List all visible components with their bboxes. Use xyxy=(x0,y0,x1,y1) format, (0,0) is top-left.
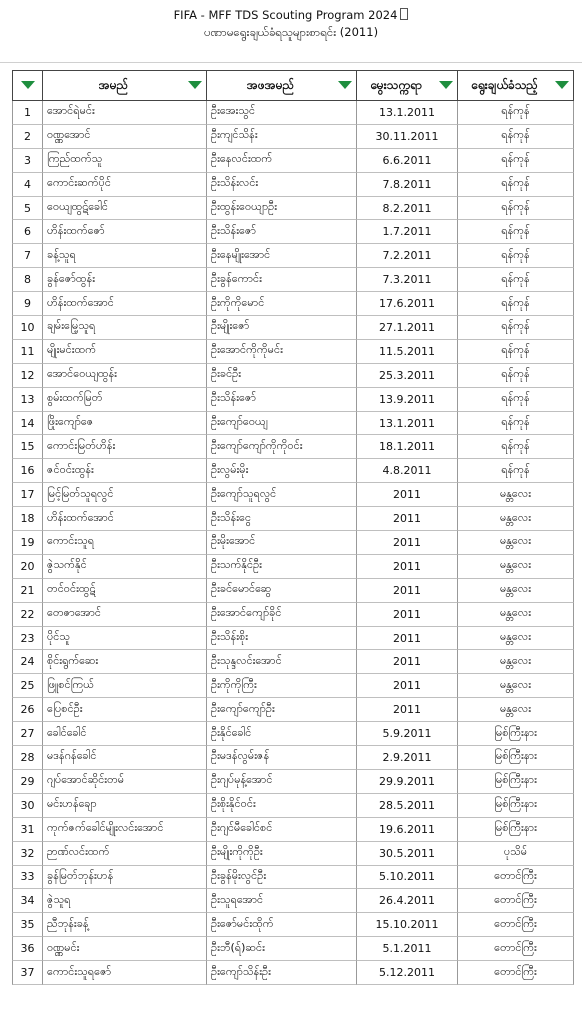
cell-region[interactable]: ရန်ကုန် xyxy=(457,388,574,412)
cell-number[interactable]: 11 xyxy=(12,340,42,364)
cell-dob[interactable]: 5.1.2011 xyxy=(356,937,457,961)
cell-name[interactable]: ညီဘုန်းခန့် xyxy=(42,913,206,937)
cell-dob[interactable]: 2011 xyxy=(356,579,457,603)
cell-dob[interactable]: 2011 xyxy=(356,603,457,627)
cell-region[interactable]: ရန်ကုန် xyxy=(457,220,574,244)
cell-father-name[interactable]: ဦးဇော်မင်းထိုက် xyxy=(206,913,356,937)
table-row xyxy=(12,412,574,436)
cell-number[interactable]: 15 xyxy=(12,435,42,459)
table-body xyxy=(12,101,574,985)
cell-name[interactable]: ဇွဲသက်နိုင် xyxy=(42,555,206,579)
cell-name[interactable]: တင်ဝင်းထွဋ် xyxy=(42,579,206,603)
table-row xyxy=(12,794,574,818)
cell-region[interactable]: တောင်ကြီး xyxy=(457,937,574,961)
cell-region[interactable]: မန္တလေး xyxy=(457,507,574,531)
table-row xyxy=(12,268,574,292)
cell-father-name[interactable]: ဦးကျော်ဝေယျ xyxy=(206,412,356,436)
header-number[interactable] xyxy=(12,70,42,101)
table-row xyxy=(12,722,574,746)
cell-father-name[interactable]: ဦးသုန္ဒလင်းအောင် xyxy=(206,650,356,674)
cell-name[interactable]: ကြည်ထက်သူ xyxy=(42,149,206,173)
cell-dob[interactable]: 2011 xyxy=(356,627,457,651)
cell-number[interactable]: 21 xyxy=(12,579,42,603)
cell-name[interactable]: မဒန်ဂန်ခေါင် xyxy=(42,746,206,770)
cell-number[interactable]: 32 xyxy=(12,842,42,866)
cell-name[interactable]: မင်းဟန်ချော xyxy=(42,794,206,818)
cell-region[interactable]: ရန်ကုန် xyxy=(457,125,574,149)
cell-name[interactable]: ဂျပ်အောင်ဆိုင်းတမ် xyxy=(42,770,206,794)
cell-father-name[interactable]: ဦးဂျင်မီခေါင်စင် xyxy=(206,818,356,842)
table-row xyxy=(12,842,574,866)
cell-name[interactable]: ဖြိုးကျော်ဇေ xyxy=(42,412,206,436)
filter-dropdown-icon[interactable] xyxy=(188,81,202,89)
cell-name[interactable]: ချမ်းမြေ့သူရ xyxy=(42,316,206,340)
cell-name[interactable]: ဖြူစင်ကြယ် xyxy=(42,674,206,698)
cell-name[interactable]: ပြေစင်ဦး xyxy=(42,698,206,722)
cell-name[interactable]: ကောင်းသူရဇော် xyxy=(42,961,206,985)
cell-region[interactable]: မြစ်ကြီးနား xyxy=(457,794,574,818)
cell-name[interactable]: ပိုင်သူ xyxy=(42,627,206,651)
cell-dob[interactable]: 2011 xyxy=(356,698,457,722)
cell-dob[interactable]: 13.1.2011 xyxy=(356,412,457,436)
cell-father-name[interactable]: ဦးသိန်းလင်း xyxy=(206,173,356,197)
cell-father-name[interactable]: ဦးသိန်းဇော် xyxy=(206,220,356,244)
cell-name[interactable]: ဝဏ္ဏအောင် xyxy=(42,125,206,149)
cell-number[interactable]: 23 xyxy=(12,627,42,651)
cell-father-name[interactable]: ဦးမိုးအောင် xyxy=(206,531,356,555)
cell-name[interactable]: ကောင်းသူရ xyxy=(42,531,206,555)
header-dob[interactable] xyxy=(356,70,457,101)
cell-dob[interactable]: 2.9.2011 xyxy=(356,746,457,770)
cell-dob[interactable]: 4.8.2011 xyxy=(356,459,457,483)
table-row xyxy=(12,937,574,961)
cell-dob[interactable]: 13.9.2011 xyxy=(356,388,457,412)
cell-father-name[interactable]: ဦးအေးသွင် xyxy=(206,101,356,125)
cell-father-name[interactable]: ဦးကျော်ကျော်ဦး xyxy=(206,698,356,722)
cell-father-name[interactable]: ဦးစိုးနိုင်ဝင်း xyxy=(206,794,356,818)
cell-dob[interactable]: 5.12.2011 xyxy=(356,961,457,985)
cell-name[interactable]: ဝေယျထွဋ်ခေါင် xyxy=(42,197,206,221)
cell-name[interactable]: ကောင်းမြတ်ဟိန်း xyxy=(42,435,206,459)
cell-dob[interactable]: 2011 xyxy=(356,507,457,531)
cell-dob[interactable]: 26.4.2011 xyxy=(356,889,457,913)
cell-father-name[interactable]: ဦးအောင်ကျော်ခိုင် xyxy=(206,603,356,627)
cell-father-name[interactable]: ဦးမျိုးကိုကိုဦး xyxy=(206,842,356,866)
cell-name[interactable]: ဟိန်းထက်ဇော် xyxy=(42,220,206,244)
cell-region[interactable]: မြစ်ကြီးနား xyxy=(457,722,574,746)
cell-number[interactable]: 1 xyxy=(12,101,42,125)
cell-region[interactable]: မန္တလေး xyxy=(457,603,574,627)
cell-dob[interactable]: 7.3.2011 xyxy=(356,268,457,292)
table-row xyxy=(12,173,574,197)
cell-number[interactable]: 28 xyxy=(12,746,42,770)
cell-dob[interactable]: 2011 xyxy=(356,483,457,507)
cell-father-name[interactable]: ဦးခင်မောင်ဆွေ xyxy=(206,579,356,603)
cell-region[interactable]: ရန်ကုန် xyxy=(457,412,574,436)
table-row xyxy=(12,961,574,985)
table-row xyxy=(12,220,574,244)
cell-number[interactable]: 37 xyxy=(12,961,42,985)
table-header-row xyxy=(12,70,574,101)
cell-number[interactable]: 17 xyxy=(12,483,42,507)
cell-dob[interactable]: 2011 xyxy=(356,555,457,579)
cell-number[interactable]: 12 xyxy=(12,364,42,388)
cell-father-name[interactable]: ဦးမဒန်လွမ်းဇန် xyxy=(206,746,356,770)
cell-number[interactable]: 7 xyxy=(12,244,42,268)
cell-dob[interactable]: 28.5.2011 xyxy=(356,794,457,818)
cell-father-name[interactable]: ဦးကိုကိုကြီး xyxy=(206,674,356,698)
table-row xyxy=(12,603,574,627)
cell-name[interactable]: စိုင်းရွက်ဆေး xyxy=(42,650,206,674)
cell-region[interactable]: မန္တလေး xyxy=(457,579,574,603)
cell-dob[interactable]: 17.6.2011 xyxy=(356,292,457,316)
cell-number[interactable]: 27 xyxy=(12,722,42,746)
cell-father-name[interactable]: ဦးခွန်မိုးလွင်ဦး xyxy=(206,866,356,890)
cell-father-name[interactable]: ဦးကျင်သိန်း xyxy=(206,125,356,149)
table-row xyxy=(12,913,574,937)
cell-region[interactable]: မန္တလေး xyxy=(457,650,574,674)
cell-father-name[interactable]: ဦးအောင်ကိုကိုမင်း xyxy=(206,340,356,364)
table-row xyxy=(12,483,574,507)
cell-name[interactable]: ဟိန်းထက်အောင် xyxy=(42,292,206,316)
cell-father-name[interactable]: ဦးသက်နိုင်ဦး xyxy=(206,555,356,579)
cell-name[interactable]: အောင်ရဲမင်း xyxy=(42,101,206,125)
cell-dob[interactable]: 29.9.2011 xyxy=(356,770,457,794)
header-region-label: ရွေးချယ်ခံသည့် xyxy=(471,77,538,92)
table-row xyxy=(12,555,574,579)
header-name[interactable] xyxy=(42,70,206,101)
cell-region[interactable]: ရန်ကုန် xyxy=(457,316,574,340)
cell-name[interactable]: စွမ်းထက်မြတ် xyxy=(42,388,206,412)
cell-dob[interactable]: 19.6.2011 xyxy=(356,818,457,842)
cell-region[interactable]: ရန်ကုန် xyxy=(457,268,574,292)
cell-name[interactable]: ဉာဏ်လင်းထက် xyxy=(42,842,206,866)
table-row xyxy=(12,650,574,674)
cell-region[interactable]: တောင်ကြီး xyxy=(457,866,574,890)
cell-dob[interactable]: 30.11.2011 xyxy=(356,125,457,149)
cell-father-name[interactable]: ဦးသူရအောင် xyxy=(206,889,356,913)
cell-dob[interactable]: 15.10.2011 xyxy=(356,913,457,937)
cell-number[interactable]: 26 xyxy=(12,698,42,722)
cell-dob[interactable]: 2011 xyxy=(356,674,457,698)
cell-region[interactable]: မန္တလေး xyxy=(457,698,574,722)
cell-region[interactable]: ရန်ကုန် xyxy=(457,244,574,268)
cell-number[interactable]: 2 xyxy=(12,125,42,149)
cell-name[interactable]: အောင်ဝေယျထွန်း xyxy=(42,364,206,388)
cell-name[interactable]: ခွန်မြတ်ဘုန်းဟန် xyxy=(42,866,206,890)
table-row xyxy=(12,698,574,722)
cell-number[interactable]: 25 xyxy=(12,674,42,698)
cell-number[interactable]: 31 xyxy=(12,818,42,842)
cell-region[interactable]: မြစ်ကြီးနား xyxy=(457,818,574,842)
cell-name[interactable]: ဝဏ္ဏမင်း xyxy=(42,937,206,961)
cell-dob[interactable]: 2011 xyxy=(356,650,457,674)
cell-dob[interactable]: 2011 xyxy=(356,531,457,555)
table-row xyxy=(12,889,574,913)
cell-region[interactable]: မန္တလေး xyxy=(457,627,574,651)
table-row xyxy=(12,579,574,603)
sheet-subtitle: ပဏာမရွေးချယ်ခံရသူများစာရင်း (2011) xyxy=(203,25,379,39)
cell-region[interactable]: မန္တလေး xyxy=(457,555,574,579)
cell-number[interactable]: 20 xyxy=(12,555,42,579)
cell-father-name[interactable]: ဦးနေမျိုးအောင် xyxy=(206,244,356,268)
cell-dob[interactable]: 27.1.2011 xyxy=(356,316,457,340)
table-row xyxy=(12,316,574,340)
header-region[interactable] xyxy=(457,70,574,101)
cell-father-name[interactable]: ဦးသိန်းစိုး xyxy=(206,627,356,651)
cell-number[interactable]: 5 xyxy=(12,197,42,221)
filter-dropdown-icon[interactable] xyxy=(338,81,352,89)
cell-region[interactable]: ရန်ကုန် xyxy=(457,435,574,459)
header-father-name[interactable] xyxy=(206,70,356,101)
table-row xyxy=(12,197,574,221)
cell-father-name[interactable]: ဦးထွန်းဝေယျာဦး xyxy=(206,197,356,221)
cell-father-name[interactable]: ဦးနေလင်းထက် xyxy=(206,149,356,173)
cell-father-name[interactable]: ဦးမျိုးဇော် xyxy=(206,316,356,340)
cell-name[interactable]: ကုက်ဇက်ခေါင်မျိုးလင်းအောင် xyxy=(42,818,206,842)
cell-father-name[interactable]: ဦးဂျပ်မုန့်အောင် xyxy=(206,770,356,794)
cell-dob[interactable]: 7.8.2011 xyxy=(356,173,457,197)
cell-father-name[interactable]: ဦးလွမ်းမိုး xyxy=(206,459,356,483)
cell-dob[interactable]: 5.9.2011 xyxy=(356,722,457,746)
table-row xyxy=(12,627,574,651)
cell-region[interactable]: ပုသိမ် xyxy=(457,842,574,866)
cell-number[interactable]: 29 xyxy=(12,770,42,794)
table-row xyxy=(12,340,574,364)
cell-region[interactable]: ရန်ကုန် xyxy=(457,292,574,316)
filter-dropdown-icon[interactable] xyxy=(21,81,35,89)
cell-father-name[interactable]: ဦးကျော်သိန်းဦး xyxy=(206,961,356,985)
cell-name[interactable]: ခေါင်ခေါင် xyxy=(42,722,206,746)
cell-father-name[interactable]: ဦးကျော်ကျော်ကိုကိုဝင်း xyxy=(206,435,356,459)
cell-region[interactable]: တောင်ကြီး xyxy=(457,961,574,985)
cell-number[interactable]: 33 xyxy=(12,866,42,890)
cell-dob[interactable]: 1.7.2011 xyxy=(356,220,457,244)
cell-number[interactable]: 14 xyxy=(12,412,42,436)
table-row xyxy=(12,292,574,316)
table-row xyxy=(12,507,574,531)
cell-name[interactable]: ဇွဲသူရ xyxy=(42,889,206,913)
cell-number[interactable]: 24 xyxy=(12,650,42,674)
cell-father-name[interactable]: ဦးကျော်သူရလွင် xyxy=(206,483,356,507)
table-row xyxy=(12,674,574,698)
cell-dob[interactable]: 5.10.2011 xyxy=(356,866,457,890)
cell-father-name[interactable]: ဦးဘီ(ရ်)ဆင်း xyxy=(206,937,356,961)
cell-dob[interactable]: 25.3.2011 xyxy=(356,364,457,388)
table-row xyxy=(12,125,574,149)
table-row xyxy=(12,746,574,770)
cell-number[interactable]: 22 xyxy=(12,603,42,627)
table-row xyxy=(12,364,574,388)
cell-region[interactable]: မြစ်ကြီးနား xyxy=(457,746,574,770)
table-row xyxy=(12,388,574,412)
cell-dob[interactable]: 30.5.2011 xyxy=(356,842,457,866)
cell-number[interactable]: 4 xyxy=(12,173,42,197)
cell-number[interactable]: 16 xyxy=(12,459,42,483)
cell-number[interactable]: 6 xyxy=(12,220,42,244)
header-father-label: အဖအမည် xyxy=(246,77,295,92)
table-row xyxy=(12,101,574,125)
cell-name[interactable]: မြင့်မြတ်သူရလွင် xyxy=(42,483,206,507)
cell-name[interactable]: မျိုးမင်းထက် xyxy=(42,340,206,364)
sheet-title-area xyxy=(0,0,582,63)
table-row xyxy=(12,818,574,842)
cell-father-name[interactable]: ဦးခင်ဦး xyxy=(206,364,356,388)
cell-region[interactable]: ရန်ကုန် xyxy=(457,340,574,364)
cell-region[interactable]: ရန်ကုန် xyxy=(457,197,574,221)
filter-dropdown-icon[interactable] xyxy=(439,81,453,89)
header-name-label: အမည် xyxy=(98,77,129,92)
cell-region[interactable]: တောင်ကြီး xyxy=(457,889,574,913)
cell-name[interactable]: ဟိန်းထက်အောင် xyxy=(42,507,206,531)
header-dob-label: မွေးသက္ကရာ xyxy=(370,77,422,92)
cell-number[interactable]: 36 xyxy=(12,937,42,961)
cell-number[interactable]: 13 xyxy=(12,388,42,412)
cell-father-name[interactable]: ဦးသိန်းငွေ xyxy=(206,507,356,531)
cell-dob[interactable]: 11.5.2011 xyxy=(356,340,457,364)
cell-dob[interactable]: 6.6.2011 xyxy=(356,149,457,173)
cell-name[interactable]: ကောင်းဆက်ပိုင် xyxy=(42,173,206,197)
cell-number[interactable]: 3 xyxy=(12,149,42,173)
cell-dob[interactable]: 7.2.2011 xyxy=(356,244,457,268)
cell-region[interactable]: တောင်ကြီး xyxy=(457,913,574,937)
cell-number[interactable]: 35 xyxy=(12,913,42,937)
cell-dob[interactable]: 18.1.2011 xyxy=(356,435,457,459)
cell-number[interactable]: 19 xyxy=(12,531,42,555)
table-row xyxy=(12,244,574,268)
cell-name[interactable]: တေဇာအောင် xyxy=(42,603,206,627)
table-row xyxy=(12,149,574,173)
table-row xyxy=(12,459,574,483)
cell-number[interactable]: 10 xyxy=(12,316,42,340)
cell-region[interactable]: ရန်ကုန် xyxy=(457,149,574,173)
sheet-title: FIFA - MFF TDS Scouting Program 2024 xyxy=(173,8,398,22)
table-row xyxy=(12,435,574,459)
cell-region[interactable]: မန္တလေး xyxy=(457,483,574,507)
table-row xyxy=(12,531,574,555)
cell-region[interactable]: ရန်ကုန် xyxy=(457,101,574,125)
cell-dob[interactable]: 13.1.2011 xyxy=(356,101,457,125)
cell-name[interactable]: ဇင်ဝင်းထွန်း xyxy=(42,459,206,483)
cell-region[interactable]: မြစ်ကြီးနား xyxy=(457,770,574,794)
cell-father-name[interactable]: ဦးသိန်းဇော် xyxy=(206,388,356,412)
cell-father-name[interactable]: ဦးခွန်ကောင်း xyxy=(206,268,356,292)
cell-number[interactable]: 9 xyxy=(12,292,42,316)
cell-number[interactable]: 30 xyxy=(12,794,42,818)
cell-number[interactable]: 34 xyxy=(12,889,42,913)
cell-number[interactable]: 8 xyxy=(12,268,42,292)
cell-father-name[interactable]: ဦးနိုင်ခေါင် xyxy=(206,722,356,746)
cell-region[interactable]: မန္တလေး xyxy=(457,674,574,698)
filter-dropdown-icon[interactable] xyxy=(555,81,569,89)
cell-region[interactable]: မန္တလေး xyxy=(457,531,574,555)
cell-region[interactable]: ရန်ကုန် xyxy=(457,173,574,197)
glyph-box-icon xyxy=(400,8,408,20)
table-row xyxy=(12,770,574,794)
table-row xyxy=(12,866,574,890)
data-table xyxy=(12,70,574,985)
cell-name[interactable]: ခန့်သူရ xyxy=(42,244,206,268)
cell-father-name[interactable]: ဦးကိုကိုမောင် xyxy=(206,292,356,316)
cell-name[interactable]: ခွန်ဇော်ထွန်း xyxy=(42,268,206,292)
cell-dob[interactable]: 8.2.2011 xyxy=(356,197,457,221)
cell-number[interactable]: 18 xyxy=(12,507,42,531)
cell-region[interactable]: ရန်ကုန် xyxy=(457,459,574,483)
cell-region[interactable]: ရန်ကုန် xyxy=(457,364,574,388)
